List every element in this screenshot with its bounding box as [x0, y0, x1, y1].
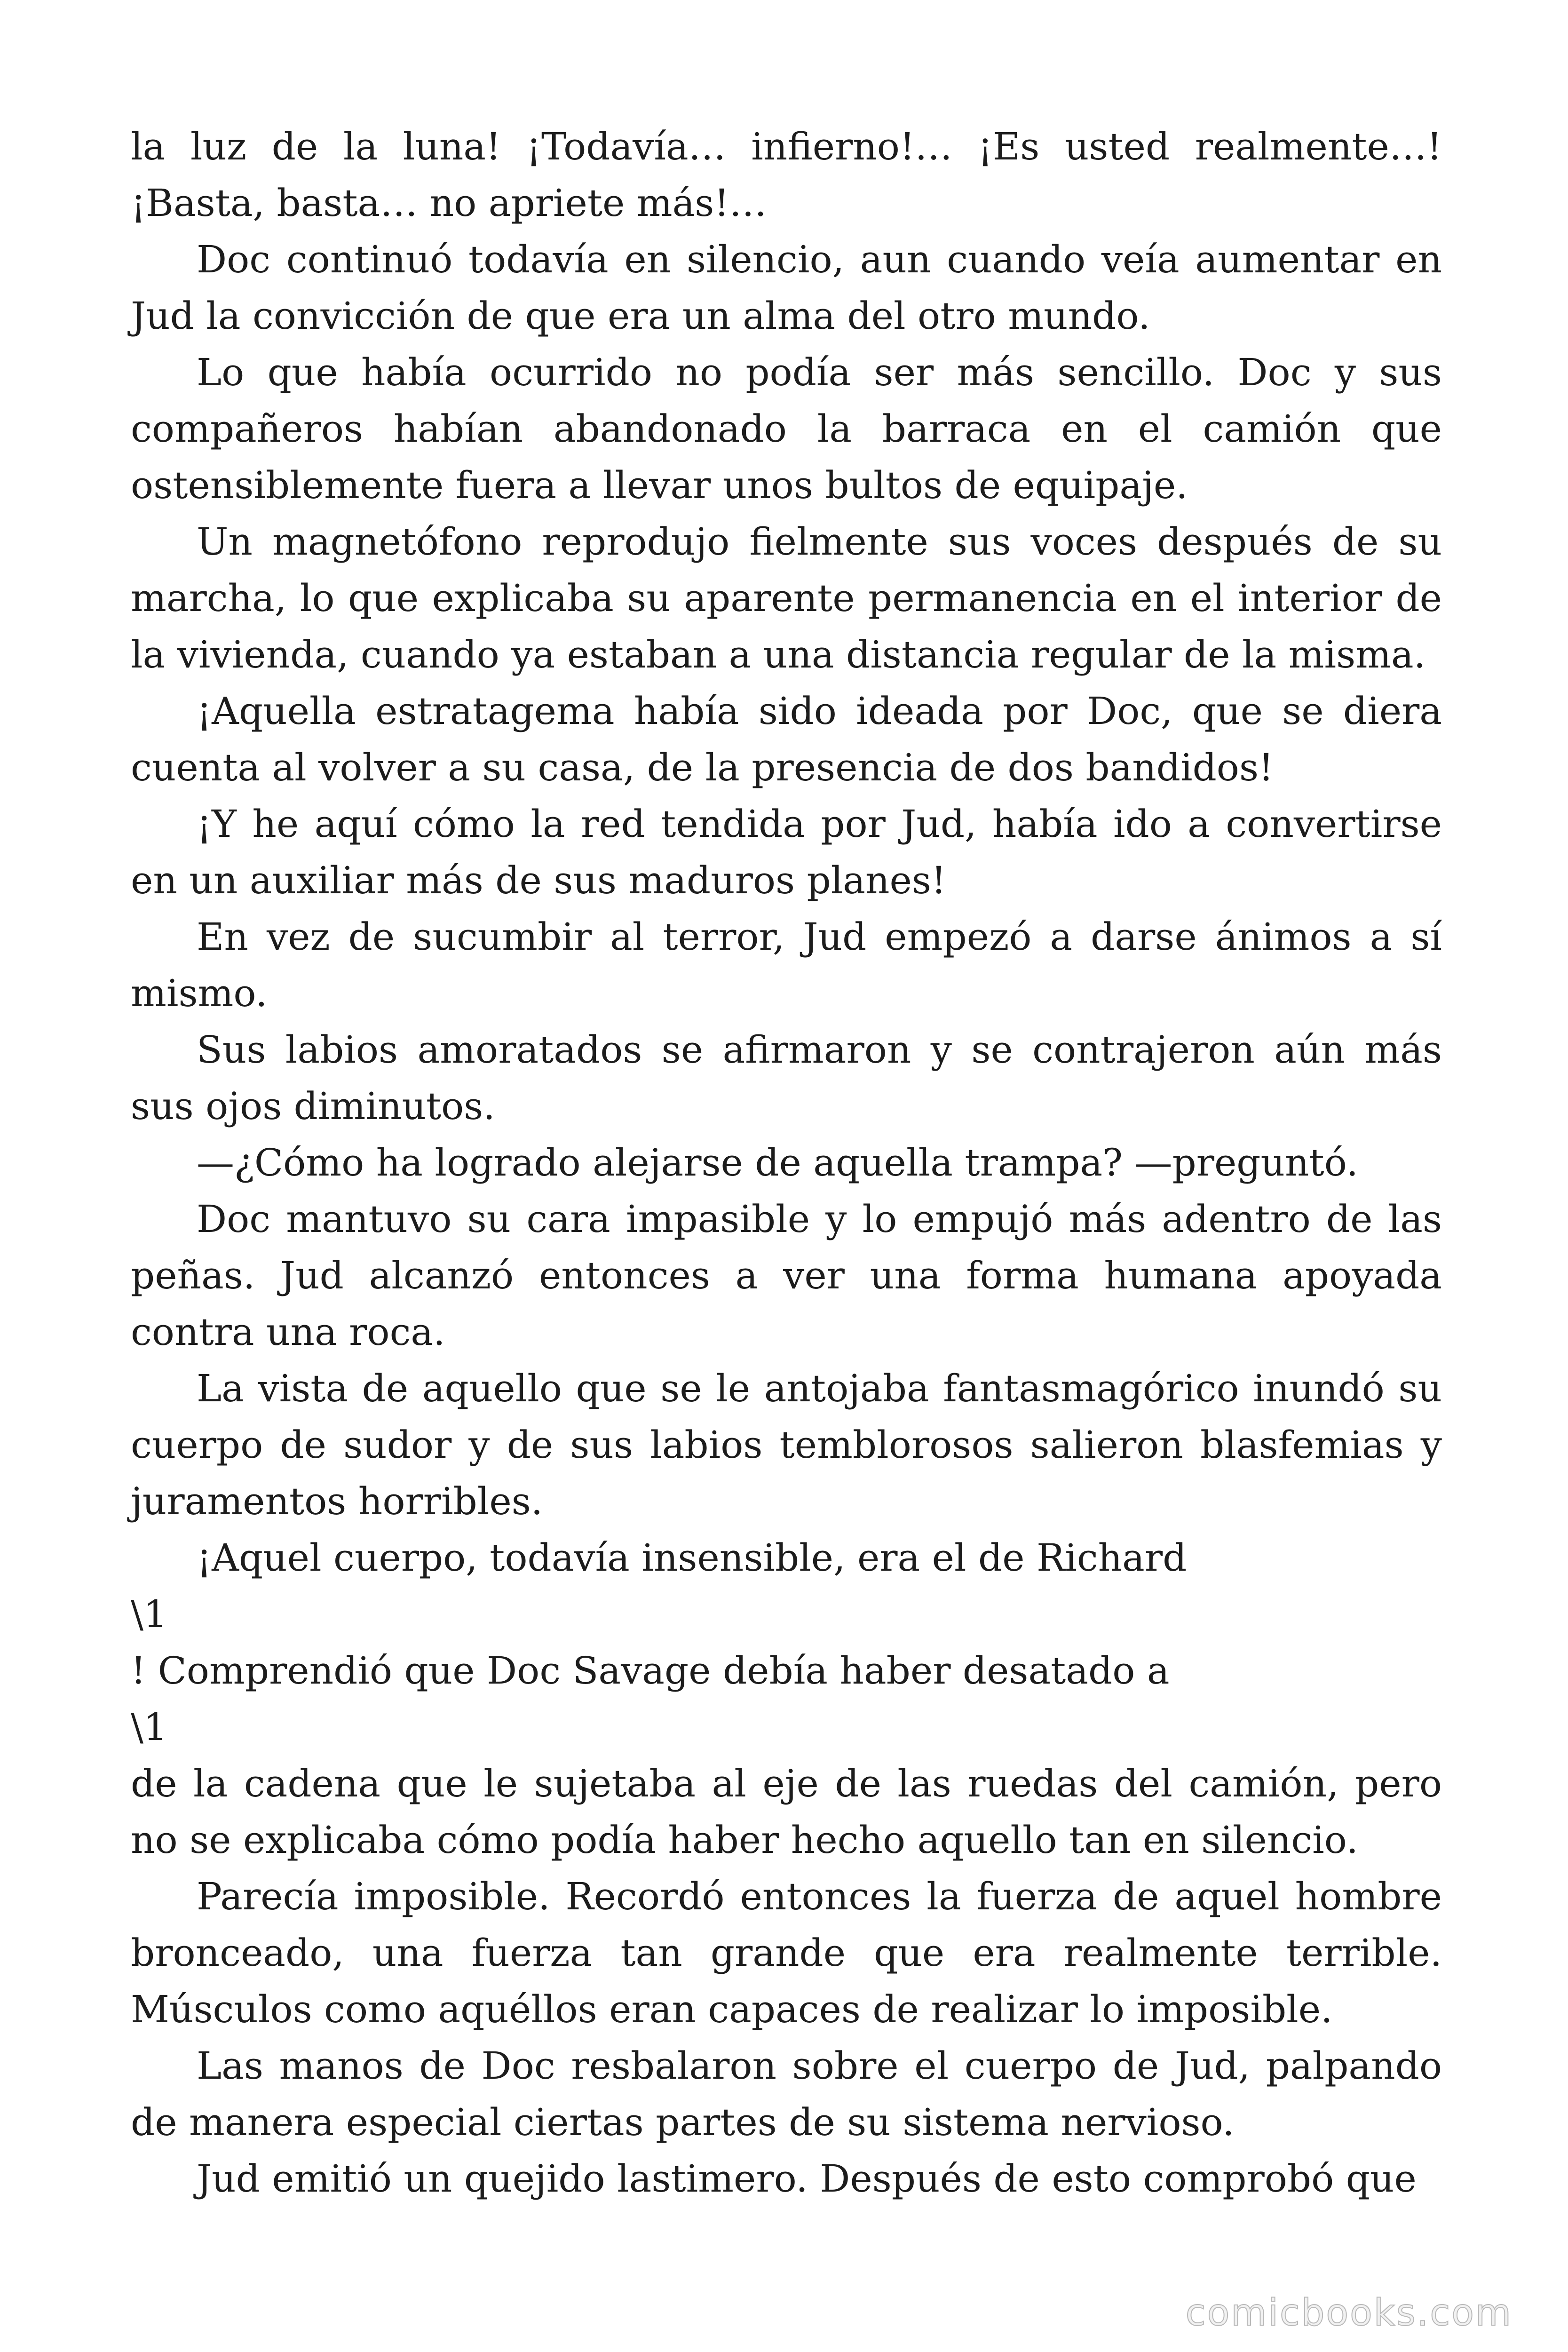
dialogue-paragraph: —¿Cómo ha logrado alejarse de aquella trampa? —preguntó. — [197, 1141, 1358, 1184]
paragraph: Doc mantuvo su cara impasible y lo empujó más adentro de las peñas. Jud alcanzó entonces a ver una forma humana apoyada contra una roca. — [131, 1197, 1442, 1354]
paragraph-fragment: ! Comprendió que Doc Savage debía haber desatado a — [131, 1649, 1170, 1692]
paragraph: ¡Aquel cuerpo, todavía insensible, era el de Richard — [197, 1536, 1187, 1580]
paragraph: Sus labios amoratados se afirmaron y se contrajeron aún más sus ojos diminutos. — [131, 1028, 1442, 1128]
paragraph: Lo que había ocurrido no podía ser más sencillo. Doc y sus compañeros habían abandonado la barraca en el camión que ostensiblemente fuera a llevar unos bultos de equipaje. — [131, 350, 1442, 507]
paragraph: Doc continuó todavía en silencio, aun cuando veía aumentar en Jud la convicción de que era un alma del otro mundo. — [131, 238, 1442, 338]
paragraph-fragment: de la cadena que le sujetaba al eje de las ruedas del camión, pero no se explicaba cómo podía haber hecho aquello tan en silencio. — [131, 1762, 1442, 1862]
placeholder-artifact: \1 — [131, 1705, 167, 1749]
paragraph: Un magnetófono reprodujo fielmente sus voces después de su marcha, lo que explicaba su aparente permanencia en el interior de la vivienda, cuando ya estaban a una distancia regular de la misma. — [131, 520, 1442, 676]
placeholder-artifact: \1 — [131, 1592, 167, 1636]
paragraph: ¡Y he aquí cómo la red tendida por Jud, había ido a convertirse en un auxiliar más de sus maduros planes! — [131, 802, 1442, 902]
paragraph: En vez de sucumbir al terror, Jud empezó a darse ánimos a sí mismo. — [131, 915, 1442, 1015]
paragraph: Jud emitió un quejido lastimero. Después de esto comprobó que — [197, 2157, 1417, 2201]
paragraph-continuation: la luz de la luna! ¡Todavía… infierno!… ¡Es usted realmente…! ¡Basta, basta… no apriete más!… — [131, 125, 1442, 225]
paragraph: ¡Aquella estratagema había sido ideada por Doc, que se diera cuenta al volver a su casa, de la presencia de dos bandidos! — [131, 689, 1442, 789]
book-page-text — [131, 119, 1442, 2207]
paragraph: Las manos de Doc resbalaron sobre el cuerpo de Jud, palpando de manera especial ciertas partes de su sistema nervioso. — [131, 2044, 1442, 2144]
paragraph: La vista de aquello que se le antojaba fantasmagórico inundó su cuerpo de sudor y de sus labios temblorosos salieron blasfemias y juramentos horribles. — [131, 1367, 1442, 1523]
paragraph: Parecía imposible. Recordó entonces la fuerza de aquel hombre bronceado, una fuerza tan grande que era realmente terrible. Músculos como aquéllos eran capaces de realizar lo imposible. — [131, 1875, 1442, 2031]
watermark-text: comicbooks.com — [1185, 2292, 1513, 2334]
